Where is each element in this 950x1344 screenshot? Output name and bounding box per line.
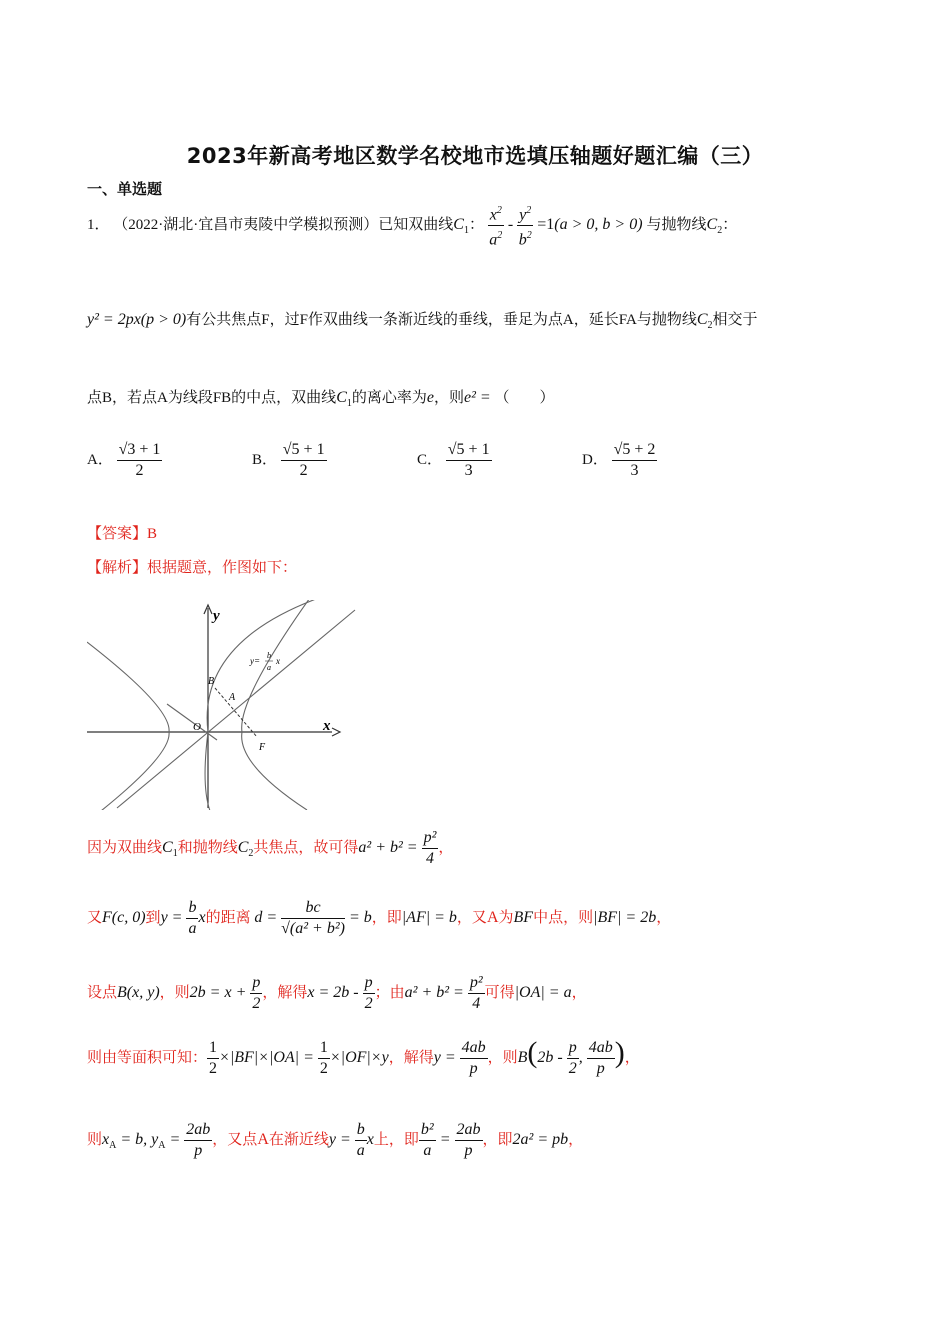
question-line-3	[87, 383, 554, 419]
answer-line: 【答案】B	[87, 526, 158, 542]
solution-line-1: 因为双曲线$C_1$和抛物线$C_2$共焦点，故可得a² + b² = $\frac{\text{p²}}{4}$ ，	[87, 829, 454, 867]
question-text-3c: ，则	[433, 390, 464, 406]
parabola-label: $C_2$	[706, 216, 723, 237]
eccentricity-squared: e² =	[464, 389, 491, 406]
origin-label: O	[193, 721, 201, 733]
parabola-label-2: $C_2$	[696, 311, 713, 332]
section-heading: 一、单选题	[87, 180, 163, 198]
point-a-label: A	[229, 692, 236, 703]
solution-line-4: 则由等面积可知： $\frac{1}{2}$ ×|BF|×|OA| = $\frac{1}{2}$ ×|OF|×y，解得y = $\frac{4ab}{p}$ ，则B(2b - $\frac{p}{2}$ , $\frac{4ab}{p}$ )，	[87, 1036, 640, 1077]
option-c-label: C．	[417, 451, 443, 468]
focus-f-label: F	[259, 742, 266, 753]
option-c[interactable]	[417, 440, 492, 481]
analysis-line: 【解析】根据题意，作图如下：	[87, 560, 298, 576]
option-b-label: B．	[252, 451, 278, 468]
c1-symbol: $C_1$	[162, 839, 178, 860]
hyperbola-label-2: $C_1$	[336, 389, 352, 410]
distance-formula: d = $\frac{bc}{\text{√(a² + b²)}}$ = b	[254, 898, 372, 937]
equal-area-formula: $\frac{1}{2}$ ×|BF|×|OA| = $\frac{1}{2}$ ×|OF|×y	[209, 1038, 389, 1077]
solution-line-2: 又F(c, 0)到y = $\frac{b}{a}$ x的距离 d = $\frac{bc}{\text{√(a² + b²)}}$ = b，即|AF| = b，又A为BF中点，则|BF| = 2b，	[87, 898, 672, 937]
c2-symbol: $C_2$	[237, 839, 254, 860]
question-line-1: 1． （2022·湖北·宜昌市夷陵中学模拟预测）已知双曲线$C_1$： $\frac{x^2}{a^2}$ - $\frac{y^2}{b^2}$ =1(a > 0, b > 0) 与抛物线$C_2$：	[87, 200, 737, 250]
focus-equation: a² + b² = $\frac{\text{p²}}{4}$	[358, 829, 437, 867]
y-axis-label: y	[213, 608, 220, 624]
hyperbola-left-branch	[87, 642, 169, 810]
question-blank: （ ）	[494, 390, 555, 406]
conic-figure	[87, 600, 362, 810]
option-b[interactable]	[252, 440, 327, 481]
hyperbola-right-branch	[242, 600, 312, 810]
solution-line-5: 则$x_A = b$, $y_A$ = $\frac{2ab}{p}$ ，又点A在渐近线y = $\frac{b}{a}$ x上，即 $\frac{\text{b²}}{a}$ = $\frac{2ab}{p}$ ，即2a² = pb，	[87, 1120, 584, 1159]
x-axis-arrow	[332, 728, 340, 736]
asymptote-label-den: a	[267, 663, 271, 672]
question-text-2-tail: 相交于	[712, 312, 758, 328]
parabola-equation: y² = 2px(p > 0)	[87, 311, 187, 328]
hyperbola-equation: $\frac{x^2}{a^2}$ - $\frac{y^2}{b^2}$ =1(a > 0, b > 0)	[488, 216, 647, 233]
question-text-2: 有公共焦点F，过F作双曲线一条渐近线的垂线，垂足为点A，延长FA与抛物线	[186, 312, 697, 328]
asymptote-label-num: b	[267, 651, 271, 660]
question-text-3a: 点B，若点A为线段FB的中点，双曲线	[87, 390, 337, 406]
asymptote-negative	[167, 704, 217, 740]
option-c-value: $\frac{√5 + 1}{3}$	[447, 441, 490, 479]
option-b-value: $\frac{√5 + 1}{2}$	[282, 441, 325, 479]
page-title: 2023年新高考地区数学名校地市选填压轴题好题汇编（三）	[186, 144, 764, 168]
point-b-label: B	[208, 676, 215, 687]
and-parabola-text: 与抛物线	[646, 217, 707, 233]
question-number: 1．	[87, 217, 110, 233]
option-d-label: D．	[582, 451, 608, 468]
point-b-coordinates: B(2b - $\frac{p}{2}$ , $\frac{4ab}{p}$ )	[517, 1036, 625, 1077]
asymptote-label-pre: y=	[250, 656, 261, 666]
option-d[interactable]	[582, 440, 657, 481]
option-a-label: A．	[87, 451, 113, 468]
solution-line-3: 设点B(x, y)，则2b = x + $\frac{p}{2}$ ，解得x = 2b - $\frac{p}{2}$ ；由a² + b² = $\frac{\text{p²}}{4}$ 可得|OA| = a，	[87, 973, 587, 1012]
eccentricity-symbol: e	[426, 389, 434, 406]
point-a-coordinates: $x_A = b$, $y_A$ = $\frac{2ab}{p}$	[102, 1120, 211, 1159]
colon: ：	[468, 217, 484, 233]
asymptote-positive	[117, 610, 355, 808]
hyperbola-label: $C_1$	[453, 216, 469, 237]
question-line-2	[87, 305, 758, 341]
question-source: （2022·湖北·宜昌市夷陵中学模拟预测）已知双曲线	[113, 217, 454, 233]
question-text-3b: 的离心率为	[351, 390, 427, 406]
option-d-value: $\frac{√5 + 2}{3}$	[613, 441, 656, 479]
option-a[interactable]	[87, 440, 162, 481]
asymptote-label-post: x	[276, 656, 280, 666]
x-axis-label: x	[323, 718, 331, 734]
option-a-value: $\frac{√3 + 1}{2}$	[118, 441, 161, 479]
